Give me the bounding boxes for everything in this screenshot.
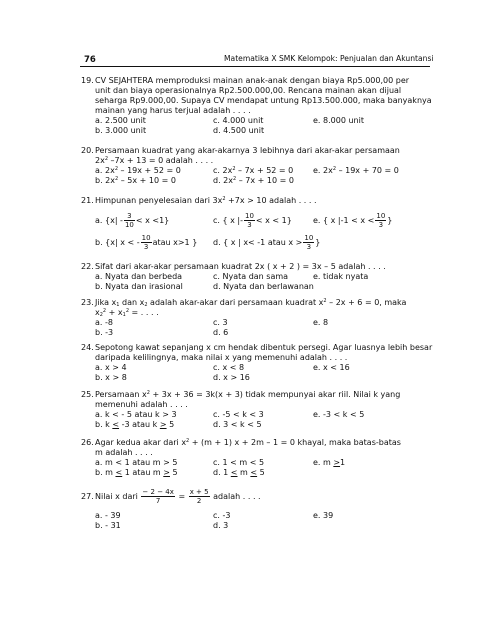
option-a: a. x > 4 (95, 363, 127, 372)
option-b: b. k < -3 atau k > 5 (95, 419, 175, 429)
option-e: e. tidak nyata (313, 272, 369, 281)
option-e: e. 8 (313, 318, 329, 327)
option-a: a. $2x^2 - 19x + 52 = 0$ (95, 166, 181, 175)
option-a: a. Nyata dan berbeda (95, 272, 183, 281)
option-e: e. x < 16 (313, 363, 350, 372)
question-19 (81, 76, 441, 135)
question-text: Agar kedua akar dari $x^2 + (m + 1) x + 2m - 1 = 0$ khayal, maka batas-batas (95, 438, 401, 447)
option-c: c. -3 (213, 511, 231, 520)
option-b: b. m < 1 atau m > 5 (95, 467, 178, 477)
option-b: b. - 31 (95, 520, 121, 530)
option-b: b. $2x^2 - 5x + 10 = 0$ (95, 175, 176, 185)
option-b: b. 3.000 unit (95, 125, 147, 135)
option-c: c. { x |- $\frac{10}{3}$ < x < 1} (213, 212, 292, 229)
option-a: a. 2.500 unit (95, 116, 146, 125)
question-27 (81, 486, 441, 530)
option-d: d. 1 < m < 5 (213, 467, 265, 477)
option-d: d. x > 16 (213, 372, 250, 382)
option-c: c. Nyata dan sama (213, 272, 289, 281)
question-20 (81, 146, 441, 185)
option-d: d. Nyata dan berlawanan (213, 281, 314, 291)
question-text: Persamaan kuadrat yang akar-akarnya 3 lebihnya dari akar-akar persamaan (95, 146, 400, 155)
option-b: b. Nyata dan irasional (95, 281, 183, 291)
question-text: daripada kelilingnya, maka nilai x yang memenuhi adalah . . . . (95, 353, 348, 362)
question-number: 25. (81, 390, 94, 399)
option-d: d. 3 < k < 5 (213, 419, 262, 429)
option-c: c. 1 < m < 5 (213, 458, 265, 467)
question-23 (81, 298, 441, 337)
question-22 (81, 262, 441, 291)
option-b: b. -3 (95, 327, 114, 337)
option-c: c. $2x^2 - 7x + 52 = 0$ (213, 166, 294, 175)
header-rule (80, 66, 430, 67)
question-text: Nilai x dari $\frac{- 2 - 4x}{7}$ = $\frac{x + 5}{2}$ adalah . . . . (95, 488, 261, 505)
question-number: 27. (81, 492, 94, 501)
question-equation: $x_2^2 + x_1^2$ = . . . . (95, 308, 159, 318)
question-text: m adalah . . . . (95, 448, 153, 457)
question-21 (81, 196, 441, 253)
option-d: d. { x | x< -1 atau x > $\frac{10}{3}$ } (213, 234, 321, 251)
question-text: Persamaan $x^2 + 3x + 36 = 3k(x + 3)$ tidak mempunyai akar riil. Nilai k yang (95, 390, 401, 399)
option-c: c. 4.000 unit (213, 116, 264, 125)
option-a: a. m < 1 atau m > 5 (95, 458, 178, 467)
option-c: c. -5 < k < 3 (213, 410, 264, 419)
option-c: c. 3 (213, 318, 228, 327)
header-title: Matematika X SMK Kelompok: Penjualan dan Akuntansi (224, 54, 434, 63)
option-d: d. 3 (213, 520, 229, 530)
option-a: a. k < - 5 atau k > 3 (95, 410, 177, 419)
option-e: e. { x |-1 < x < $\frac{10}{3}$ } (313, 212, 393, 229)
question-number: 20. (81, 146, 94, 155)
option-e: e. 39 (313, 511, 334, 520)
question-text: memenuhi adalah . . . . (95, 400, 188, 409)
option-a: a. - 39 (95, 511, 121, 520)
question-number: 24. (81, 343, 94, 352)
question-25 (81, 390, 441, 429)
option-b: b. {x| x < - $\frac{10}{3}$ atau x>1 } (95, 234, 198, 251)
question-equation: $2x^2$ –7x + 13 = 0 adalah . . . . (95, 156, 214, 165)
question-text: Sifat dari akar-akar persamaan kuadrat 2x ( x + 2 ) = 3x – 5 adalah . . . . (95, 262, 386, 271)
question-text: Jika $x_1$ dan $x_2$ adalah akar-akar dari persamaan kuadrat $x^2 - 2x + 6 = 0$, maka (95, 298, 407, 308)
option-e: e. -3 < k < 5 (313, 410, 365, 419)
page-header (74, 50, 434, 70)
option-b: b. x > 8 (95, 372, 127, 382)
option-a: a. -8 (95, 318, 113, 327)
option-c: c. x < 8 (213, 363, 245, 372)
question-text: Himpunan penyelesaian dari $3x^2 +7x > 10$ adalah . . . . (95, 196, 317, 205)
page-number: 76 (84, 55, 96, 65)
option-d: d. $2x^2 - 7x + 10 = 0$ (213, 175, 294, 185)
question-number: 23. (81, 298, 94, 307)
question-number: 21. (81, 196, 94, 205)
question-number: 19. (81, 76, 94, 85)
option-a: a. {x| - $\frac{3}{10}$ < x <1} (95, 212, 170, 229)
question-26 (81, 438, 441, 477)
question-number: 22. (81, 262, 94, 271)
option-e: e. 8.000 unit (313, 116, 364, 125)
question-24 (81, 343, 441, 382)
question-number: 26. (81, 438, 94, 447)
option-e: e. m >1 (313, 458, 346, 467)
question-text: Sepotong kawat sepanjang x cm hendak dibentuk persegi. Agar luasnya lebih besar (95, 343, 433, 352)
option-d: d. 6 (213, 327, 229, 337)
question-text: seharga Rp9.000,00. Supaya CV mendapat untung Rp13.500.000, maka banyaknya (95, 96, 432, 105)
option-d: d. 4.500 unit (213, 125, 265, 135)
question-text: unit dan biaya operasionalnya Rp2.500.000,00. Rencana mainan akan dijual (95, 86, 402, 95)
question-text: mainan yang harus terjual adalah . . . . (95, 106, 251, 115)
option-e: e. $2x^2 - 19x + 70 = 0$ (313, 166, 399, 175)
question-text: CV SEJAHTERA memproduksi mainan anak-anak dengan biaya Rp5.000,00 per (95, 76, 410, 85)
